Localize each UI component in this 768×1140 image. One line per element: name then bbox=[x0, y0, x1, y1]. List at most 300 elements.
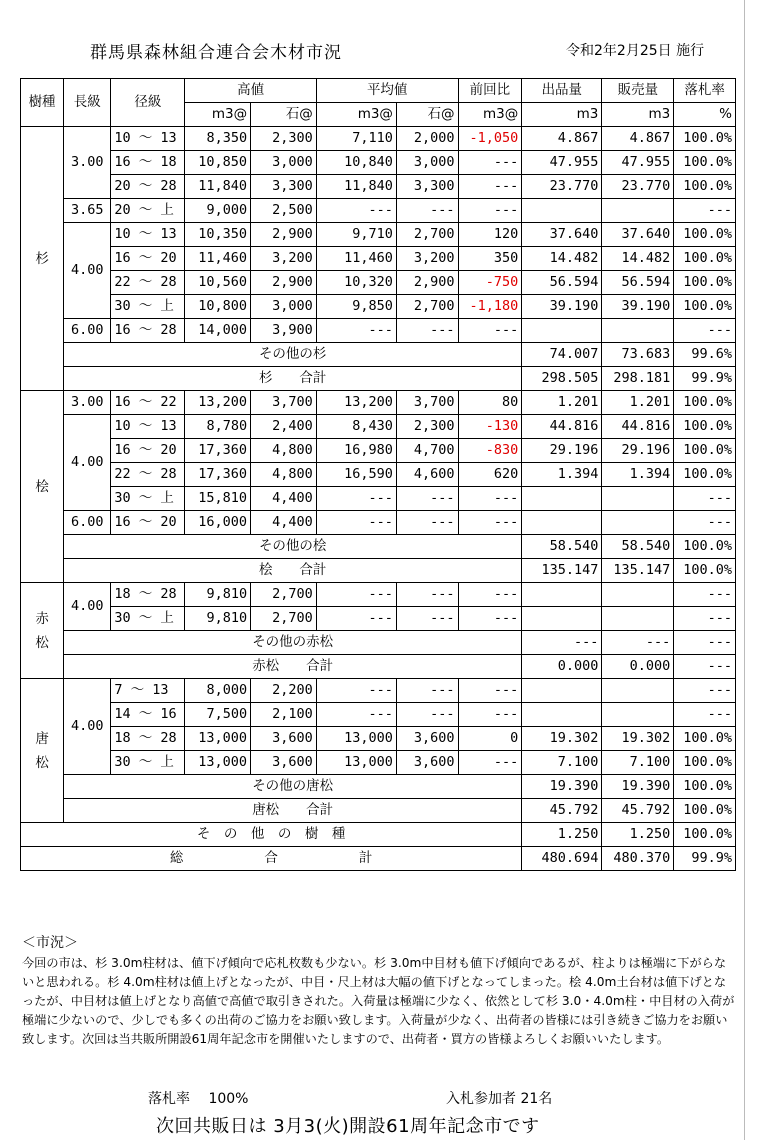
avg-m3-cell: --- bbox=[316, 583, 396, 607]
table-row bbox=[21, 247, 736, 271]
avg-koku-cell: --- bbox=[396, 319, 458, 343]
table-row bbox=[21, 439, 736, 463]
high-koku-cell: 3,600 bbox=[251, 727, 317, 751]
sold-cell: 14.482 bbox=[602, 247, 674, 271]
avg-m3-cell: 10,320 bbox=[316, 271, 396, 295]
avg-m3-cell: 10,840 bbox=[316, 151, 396, 175]
avg-koku-cell: --- bbox=[396, 511, 458, 535]
table-row bbox=[21, 679, 736, 703]
avg-koku-cell: 3,000 bbox=[396, 151, 458, 175]
diameter-cell: 30 ～ 上 bbox=[111, 607, 185, 631]
shipped-cell bbox=[522, 679, 602, 703]
rate-cell: --- bbox=[674, 607, 736, 631]
shipped-cell: 14.482 bbox=[522, 247, 602, 271]
shipped-cell: 37.640 bbox=[522, 223, 602, 247]
rate-cell: 100.0% bbox=[674, 391, 736, 415]
avg-koku-cell: 4,700 bbox=[396, 439, 458, 463]
rate-cell: --- bbox=[674, 487, 736, 511]
rate-cell: 100.0% bbox=[674, 415, 736, 439]
page-title: 群馬県森林組合連合会木材市況 bbox=[90, 43, 342, 63]
header-length: 長級 bbox=[64, 79, 111, 127]
avg-koku-cell: 3,300 bbox=[396, 175, 458, 199]
length-cell: 4.00 bbox=[64, 679, 111, 775]
sold-cell: 45.792 bbox=[602, 799, 674, 823]
high-m3-cell: 11,460 bbox=[185, 247, 251, 271]
rate-cell: --- bbox=[674, 583, 736, 607]
prev-diff-cell: -1,050 bbox=[458, 127, 522, 151]
shipped-cell bbox=[522, 607, 602, 631]
avg-koku-cell: 2,300 bbox=[396, 415, 458, 439]
rate-cell: 100.0% bbox=[674, 799, 736, 823]
other-species-row bbox=[21, 823, 736, 847]
shipped-cell: 1.201 bbox=[522, 391, 602, 415]
unit-sold-m3: m3 bbox=[602, 103, 674, 127]
diameter-cell: 16 ～ 20 bbox=[111, 439, 185, 463]
shipped-cell: 7.100 bbox=[522, 751, 602, 775]
avg-koku-cell: --- bbox=[396, 199, 458, 223]
prev-diff-cell: --- bbox=[458, 751, 522, 775]
avg-m3-cell: 9,850 bbox=[316, 295, 396, 319]
shipped-cell: 29.196 bbox=[522, 439, 602, 463]
avg-m3-cell: --- bbox=[316, 487, 396, 511]
rate-cell: 100.0% bbox=[674, 463, 736, 487]
high-m3-cell: 10,350 bbox=[185, 223, 251, 247]
winning-bid-rate: 落札率 100% bbox=[148, 1091, 249, 1107]
next-sale-notice: 次回共販日は 3月3(火)開設61周年記念市です bbox=[156, 1116, 540, 1137]
diameter-cell: 18 ～ 28 bbox=[111, 583, 185, 607]
sold-cell: 29.196 bbox=[602, 439, 674, 463]
high-koku-cell: 3,000 bbox=[251, 295, 317, 319]
avg-koku-cell: 3,700 bbox=[396, 391, 458, 415]
rate-cell: --- bbox=[674, 511, 736, 535]
prev-diff-cell: --- bbox=[458, 319, 522, 343]
rate-cell: 99.9% bbox=[674, 367, 736, 391]
avg-m3-cell: --- bbox=[316, 679, 396, 703]
high-koku-cell: 4,800 bbox=[251, 439, 317, 463]
rate-cell: 100.0% bbox=[674, 535, 736, 559]
shipped-cell: 4.867 bbox=[522, 127, 602, 151]
market-body: 今回の市は、杉 3.0m柱材は、値下げ傾向で応札枚数も少ない。杉 3.0m中目材も値下げ傾向であるが、柱よりは極端に下がらないと思われる。杉 4.0m柱材は値上げとなったが、中目・尺上材は大幅の値下げとなってしまった。桧 4.0m土台材は値下げとなったが、中目材は値上げとなり高値で高値で取引きされた。入荷量は極端に少なく、依然として杉 3.0・4.0m柱・中目材の入荷が極端に少ないので、少しでも多くの出荷のご協力をお願い致します。入荷量が少なく、出荷者の皆様には引き続きご協力をお願い致します。次回は当共販所開設61周年記念市を開催いたしますので、出荷者・買方の皆様よろしくお願いいたします。 bbox=[22, 956, 735, 1046]
high-m3-cell: 7,500 bbox=[185, 703, 251, 727]
sold-cell: 7.100 bbox=[602, 751, 674, 775]
other-label: その他の桧 bbox=[64, 535, 522, 559]
other-row bbox=[21, 631, 736, 655]
avg-koku-cell: 3,600 bbox=[396, 751, 458, 775]
header-shipped: 出品量 bbox=[522, 79, 602, 103]
table-row bbox=[21, 319, 736, 343]
shipped-cell bbox=[522, 319, 602, 343]
prev-diff-cell: --- bbox=[458, 487, 522, 511]
sold-cell: 37.640 bbox=[602, 223, 674, 247]
prev-diff-cell: -1,180 bbox=[458, 295, 522, 319]
avg-m3-cell: 13,000 bbox=[316, 727, 396, 751]
sold-cell: --- bbox=[602, 631, 674, 655]
table-row bbox=[21, 391, 736, 415]
avg-m3-cell: 11,460 bbox=[316, 247, 396, 271]
header-rate: 落札率 bbox=[674, 79, 736, 103]
shipped-cell: 45.792 bbox=[522, 799, 602, 823]
shipped-cell: 44.816 bbox=[522, 415, 602, 439]
sold-cell: 23.770 bbox=[602, 175, 674, 199]
report-date: 令和2年2月25日 施行 bbox=[566, 43, 705, 59]
avg-koku-cell: 3,200 bbox=[396, 247, 458, 271]
diameter-cell: 16 ～ 20 bbox=[111, 247, 185, 271]
high-koku-cell: 2,100 bbox=[251, 703, 317, 727]
diameter-cell: 30 ～ 上 bbox=[111, 487, 185, 511]
other-row bbox=[21, 775, 736, 799]
high-koku-cell: 2,700 bbox=[251, 583, 317, 607]
header-sold: 販売量 bbox=[602, 79, 674, 103]
sold-cell: 480.370 bbox=[602, 847, 674, 871]
header-species: 樹種 bbox=[21, 79, 64, 127]
sold-cell: 135.147 bbox=[602, 559, 674, 583]
table-row bbox=[21, 511, 736, 535]
length-cell: 6.00 bbox=[64, 511, 111, 535]
sold-cell bbox=[602, 511, 674, 535]
shipped-cell: 1.394 bbox=[522, 463, 602, 487]
header-average: 平均値 bbox=[316, 79, 458, 103]
shipped-cell bbox=[522, 487, 602, 511]
prev-diff-cell: 120 bbox=[458, 223, 522, 247]
subtotal-row bbox=[21, 559, 736, 583]
header-row-1 bbox=[21, 79, 736, 103]
table-row bbox=[21, 223, 736, 247]
sold-cell: 19.390 bbox=[602, 775, 674, 799]
prev-diff-cell: --- bbox=[458, 511, 522, 535]
unit-prev-m3: m3@ bbox=[458, 103, 522, 127]
shipped-cell: 135.147 bbox=[522, 559, 602, 583]
prev-diff-cell: -750 bbox=[458, 271, 522, 295]
diameter-cell: 10 ～ 13 bbox=[111, 415, 185, 439]
rate-cell: 100.0% bbox=[674, 151, 736, 175]
sold-cell: 298.181 bbox=[602, 367, 674, 391]
price-table bbox=[20, 78, 736, 871]
table-row bbox=[21, 295, 736, 319]
table-row bbox=[21, 175, 736, 199]
high-koku-cell: 3,300 bbox=[251, 175, 317, 199]
diameter-cell: 20 ～ 上 bbox=[111, 199, 185, 223]
table-row bbox=[21, 727, 736, 751]
unit-avg-m3: m3@ bbox=[316, 103, 396, 127]
rate-cell: 100.0% bbox=[674, 775, 736, 799]
avg-m3-cell: 7,110 bbox=[316, 127, 396, 151]
avg-m3-cell: 8,430 bbox=[316, 415, 396, 439]
unit-avg-koku: 石@ bbox=[396, 103, 458, 127]
shipped-cell: 480.694 bbox=[522, 847, 602, 871]
diameter-cell: 16 ～ 18 bbox=[111, 151, 185, 175]
table-row bbox=[21, 583, 736, 607]
avg-koku-cell: 2,000 bbox=[396, 127, 458, 151]
avg-m3-cell: --- bbox=[316, 199, 396, 223]
prev-diff-cell: 80 bbox=[458, 391, 522, 415]
rate-cell: 100.0% bbox=[674, 247, 736, 271]
other-row bbox=[21, 343, 736, 367]
sold-cell: 39.190 bbox=[602, 295, 674, 319]
unit-high-m3: m3@ bbox=[185, 103, 251, 127]
rate-cell: --- bbox=[674, 631, 736, 655]
high-m3-cell: 9,810 bbox=[185, 607, 251, 631]
rate-cell: --- bbox=[674, 703, 736, 727]
high-m3-cell: 8,000 bbox=[185, 679, 251, 703]
length-cell: 3.00 bbox=[64, 391, 111, 415]
avg-m3-cell: --- bbox=[316, 607, 396, 631]
other-row bbox=[21, 535, 736, 559]
shipped-cell: --- bbox=[522, 631, 602, 655]
market-heading: ＜市況＞ bbox=[22, 935, 78, 951]
avg-koku-cell: 3,600 bbox=[396, 727, 458, 751]
species-cell: 赤 松 bbox=[21, 583, 64, 679]
rate-cell: 100.0% bbox=[674, 439, 736, 463]
rate-cell: 100.0% bbox=[674, 727, 736, 751]
sold-cell bbox=[602, 679, 674, 703]
rate-cell: --- bbox=[674, 679, 736, 703]
total-label: 桧 合計 bbox=[64, 559, 522, 583]
other-label: その他の唐松 bbox=[64, 775, 522, 799]
sold-cell bbox=[602, 703, 674, 727]
shipped-cell bbox=[522, 511, 602, 535]
avg-m3-cell: 16,590 bbox=[316, 463, 396, 487]
sold-cell: 4.867 bbox=[602, 127, 674, 151]
diameter-cell: 10 ～ 13 bbox=[111, 223, 185, 247]
shipped-cell: 1.250 bbox=[522, 823, 602, 847]
diameter-cell: 7 ～ 13 bbox=[111, 679, 185, 703]
high-koku-cell: 2,400 bbox=[251, 415, 317, 439]
header-high: 高値 bbox=[185, 79, 316, 103]
diameter-cell: 18 ～ 28 bbox=[111, 727, 185, 751]
table-row bbox=[21, 607, 736, 631]
sold-cell bbox=[602, 607, 674, 631]
length-cell: 4.00 bbox=[64, 583, 111, 631]
other-label: その他の杉 bbox=[64, 343, 522, 367]
sold-cell: 0.000 bbox=[602, 655, 674, 679]
species-cell: 唐 松 bbox=[21, 679, 64, 823]
species-cell: 杉 bbox=[21, 127, 64, 391]
shipped-cell: 39.190 bbox=[522, 295, 602, 319]
high-m3-cell: 17,360 bbox=[185, 463, 251, 487]
rate-cell: 100.0% bbox=[674, 559, 736, 583]
sold-cell: 19.302 bbox=[602, 727, 674, 751]
avg-m3-cell: 11,840 bbox=[316, 175, 396, 199]
high-m3-cell: 9,000 bbox=[185, 199, 251, 223]
sold-cell: 1.201 bbox=[602, 391, 674, 415]
diameter-cell: 22 ～ 28 bbox=[111, 271, 185, 295]
rate-cell: 100.0% bbox=[674, 175, 736, 199]
high-m3-cell: 13,000 bbox=[185, 751, 251, 775]
prev-diff-cell: 620 bbox=[458, 463, 522, 487]
unit-high-koku: 石@ bbox=[251, 103, 317, 127]
high-m3-cell: 8,780 bbox=[185, 415, 251, 439]
diameter-cell: 30 ～ 上 bbox=[111, 295, 185, 319]
rate-cell: 100.0% bbox=[674, 127, 736, 151]
high-m3-cell: 15,810 bbox=[185, 487, 251, 511]
rate-cell: 99.6% bbox=[674, 343, 736, 367]
total-label: 杉 合計 bbox=[64, 367, 522, 391]
high-m3-cell: 17,360 bbox=[185, 439, 251, 463]
avg-koku-cell: --- bbox=[396, 703, 458, 727]
sold-cell bbox=[602, 319, 674, 343]
total-label: 赤松 合計 bbox=[64, 655, 522, 679]
shipped-cell: 19.390 bbox=[522, 775, 602, 799]
table-row bbox=[21, 487, 736, 511]
avg-koku-cell: 2,700 bbox=[396, 295, 458, 319]
high-koku-cell: 2,900 bbox=[251, 223, 317, 247]
unit-shipped-m3: m3 bbox=[522, 103, 602, 127]
prev-diff-cell: --- bbox=[458, 199, 522, 223]
high-koku-cell: 4,800 bbox=[251, 463, 317, 487]
other-species-row-label: そ の 他 の 樹 種 bbox=[21, 823, 522, 847]
sold-cell bbox=[602, 487, 674, 511]
rate-cell: 100.0% bbox=[674, 751, 736, 775]
subtotal-row bbox=[21, 799, 736, 823]
avg-koku-cell: --- bbox=[396, 583, 458, 607]
other-label: その他の赤松 bbox=[64, 631, 522, 655]
unit-rate-pct: % bbox=[674, 103, 736, 127]
avg-koku-cell: 2,700 bbox=[396, 223, 458, 247]
sold-cell: 1.250 bbox=[602, 823, 674, 847]
high-m3-cell: 9,810 bbox=[185, 583, 251, 607]
high-koku-cell: 3,600 bbox=[251, 751, 317, 775]
table-row bbox=[21, 127, 736, 151]
prev-diff-cell: --- bbox=[458, 151, 522, 175]
shipped-cell: 56.594 bbox=[522, 271, 602, 295]
table-row bbox=[21, 703, 736, 727]
table-row bbox=[21, 199, 736, 223]
avg-m3-cell: 13,200 bbox=[316, 391, 396, 415]
high-koku-cell: 4,400 bbox=[251, 487, 317, 511]
market-commentary bbox=[22, 934, 738, 1049]
rate-cell: 100.0% bbox=[674, 295, 736, 319]
header-prev: 前回比 bbox=[458, 79, 522, 103]
diameter-cell: 16 ～ 28 bbox=[111, 319, 185, 343]
avg-m3-cell: 13,000 bbox=[316, 751, 396, 775]
avg-m3-cell: 9,710 bbox=[316, 223, 396, 247]
high-m3-cell: 14,000 bbox=[185, 319, 251, 343]
avg-koku-cell: --- bbox=[396, 679, 458, 703]
avg-m3-cell: 16,980 bbox=[316, 439, 396, 463]
rate-cell: --- bbox=[674, 319, 736, 343]
subtotal-row bbox=[21, 367, 736, 391]
rate-cell: --- bbox=[674, 655, 736, 679]
high-koku-cell: 4,400 bbox=[251, 511, 317, 535]
avg-koku-cell: --- bbox=[396, 487, 458, 511]
shipped-cell bbox=[522, 703, 602, 727]
high-m3-cell: 10,800 bbox=[185, 295, 251, 319]
prev-diff-cell: -130 bbox=[458, 415, 522, 439]
high-koku-cell: 3,900 bbox=[251, 319, 317, 343]
prev-diff-cell: 350 bbox=[458, 247, 522, 271]
sold-cell: 56.594 bbox=[602, 271, 674, 295]
high-koku-cell: 3,200 bbox=[251, 247, 317, 271]
avg-koku-cell: --- bbox=[396, 607, 458, 631]
diameter-cell: 14 ～ 16 bbox=[111, 703, 185, 727]
prev-diff-cell: --- bbox=[458, 607, 522, 631]
grand-total-row-label: 総 合 計 bbox=[21, 847, 522, 871]
high-koku-cell: 3,000 bbox=[251, 151, 317, 175]
prev-diff-cell: --- bbox=[458, 703, 522, 727]
prev-diff-cell: -830 bbox=[458, 439, 522, 463]
shipped-cell: 47.955 bbox=[522, 151, 602, 175]
high-m3-cell: 13,000 bbox=[185, 727, 251, 751]
shipped-cell bbox=[522, 583, 602, 607]
high-m3-cell: 10,850 bbox=[185, 151, 251, 175]
shipped-cell: 298.505 bbox=[522, 367, 602, 391]
table-row bbox=[21, 751, 736, 775]
diameter-cell: 20 ～ 28 bbox=[111, 175, 185, 199]
diameter-cell: 22 ～ 28 bbox=[111, 463, 185, 487]
sold-cell: 1.394 bbox=[602, 463, 674, 487]
page-edge-line bbox=[744, 0, 745, 1140]
avg-koku-cell: 2,900 bbox=[396, 271, 458, 295]
shipped-cell: 58.540 bbox=[522, 535, 602, 559]
length-cell: 6.00 bbox=[64, 319, 111, 343]
shipped-cell bbox=[522, 199, 602, 223]
species-cell: 桧 bbox=[21, 391, 64, 583]
shipped-cell: 19.302 bbox=[522, 727, 602, 751]
prev-diff-cell: --- bbox=[458, 679, 522, 703]
avg-koku-cell: 4,600 bbox=[396, 463, 458, 487]
diameter-cell: 30 ～ 上 bbox=[111, 751, 185, 775]
sold-cell bbox=[602, 199, 674, 223]
length-cell: 4.00 bbox=[64, 223, 111, 319]
high-koku-cell: 2,500 bbox=[251, 199, 317, 223]
sold-cell: 73.683 bbox=[602, 343, 674, 367]
high-m3-cell: 11,840 bbox=[185, 175, 251, 199]
length-cell: 3.00 bbox=[64, 127, 111, 199]
diameter-cell: 16 ～ 22 bbox=[111, 391, 185, 415]
high-m3-cell: 8,350 bbox=[185, 127, 251, 151]
prev-diff-cell: 0 bbox=[458, 727, 522, 751]
table-row bbox=[21, 463, 736, 487]
shipped-cell: 74.007 bbox=[522, 343, 602, 367]
table-row bbox=[21, 271, 736, 295]
rate-cell: --- bbox=[674, 199, 736, 223]
diameter-cell: 10 ～ 13 bbox=[111, 127, 185, 151]
length-cell: 3.65 bbox=[64, 199, 111, 223]
sold-cell: 44.816 bbox=[602, 415, 674, 439]
high-koku-cell: 2,900 bbox=[251, 271, 317, 295]
avg-m3-cell: --- bbox=[316, 319, 396, 343]
length-cell: 4.00 bbox=[64, 415, 111, 511]
sold-cell: 47.955 bbox=[602, 151, 674, 175]
rate-cell: 100.0% bbox=[674, 271, 736, 295]
diameter-cell: 16 ～ 20 bbox=[111, 511, 185, 535]
grand-total-row bbox=[21, 847, 736, 871]
subtotal-row bbox=[21, 655, 736, 679]
high-m3-cell: 16,000 bbox=[185, 511, 251, 535]
avg-m3-cell: --- bbox=[316, 511, 396, 535]
high-m3-cell: 13,200 bbox=[185, 391, 251, 415]
shipped-cell: 23.770 bbox=[522, 175, 602, 199]
bidder-count: 入札参加者 21名 bbox=[446, 1091, 553, 1107]
rate-cell: 100.0% bbox=[674, 223, 736, 247]
high-m3-cell: 10,560 bbox=[185, 271, 251, 295]
high-koku-cell: 2,200 bbox=[251, 679, 317, 703]
high-koku-cell: 2,300 bbox=[251, 127, 317, 151]
prev-diff-cell: --- bbox=[458, 583, 522, 607]
sold-cell bbox=[602, 583, 674, 607]
prev-diff-cell: --- bbox=[458, 175, 522, 199]
rate-cell: 99.9% bbox=[674, 847, 736, 871]
high-koku-cell: 3,700 bbox=[251, 391, 317, 415]
rate-cell: 100.0% bbox=[674, 823, 736, 847]
header-diameter: 径級 bbox=[111, 79, 185, 127]
avg-m3-cell: --- bbox=[316, 703, 396, 727]
shipped-cell: 0.000 bbox=[522, 655, 602, 679]
total-label: 唐松 合計 bbox=[64, 799, 522, 823]
high-koku-cell: 2,700 bbox=[251, 607, 317, 631]
table-row bbox=[21, 151, 736, 175]
sold-cell: 58.540 bbox=[602, 535, 674, 559]
